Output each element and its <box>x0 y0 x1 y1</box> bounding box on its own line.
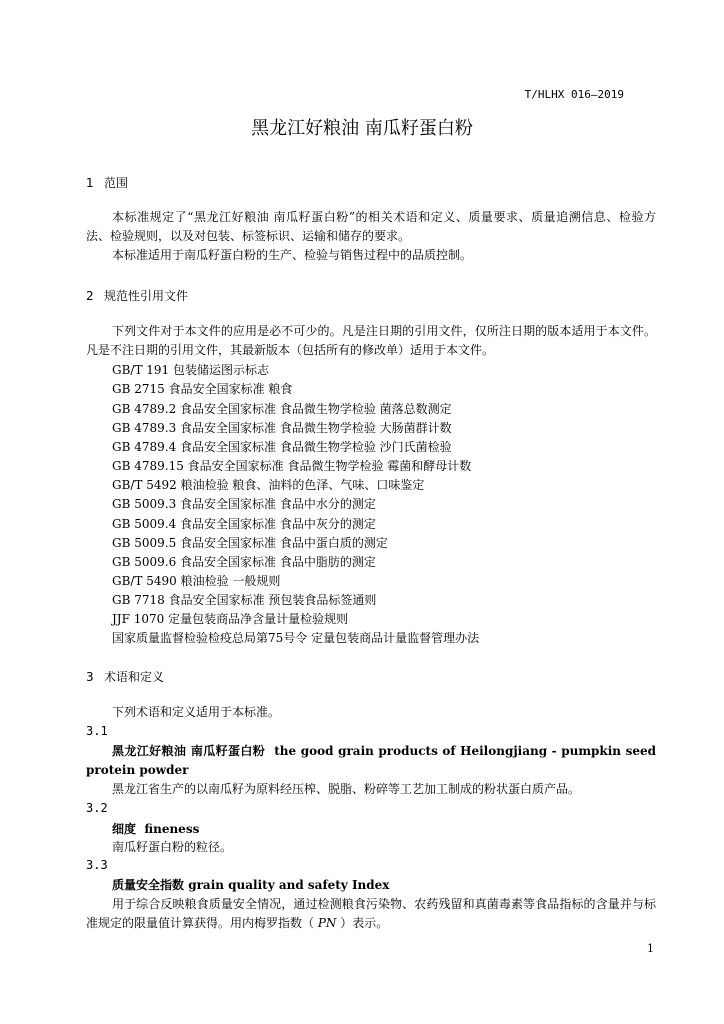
section-2-heading <box>86 287 188 304</box>
term-english: grain quality and safety Index <box>188 878 390 892</box>
standard-code: T/HLHX 016—2019 <box>524 88 624 101</box>
section-3-intro: 下列术语和定义适用于本标准。 <box>112 705 281 719</box>
term-number: 3.1 <box>86 724 108 738</box>
section-number: 2 <box>86 289 94 303</box>
reference-item: GB 7718 食品安全国家标准 预包装食品标签通则 <box>112 593 377 607</box>
pn-symbol: PN <box>317 916 337 930</box>
term-english: fineness <box>144 822 200 836</box>
section-2-intro: 下列文件对于本文件的应用是必不可少的。凡是注日期的引用文件，仅所注日期的版本适用于本文件。凡是不注日期的引用文件，其最新版本（包括所有的修改单）适用于本文件。 <box>86 324 656 357</box>
reference-item: GB/T 5490 粮油检验 一般规则 <box>112 574 281 588</box>
section-1-paragraph-1: 本标准规定了“黑龙江好粮油 南瓜籽蛋白粉”的相关术语和定义、质量要求、质量追溯信息、检验方法、检验规则，以及对包装、标签标识、运输和储存的要求。 <box>86 210 656 243</box>
term-title <box>86 742 656 780</box>
term-chinese: 质量安全指数 <box>112 878 185 892</box>
term-title <box>86 820 656 839</box>
term-definition: 南瓜籽蛋白粉的粒径。 <box>112 840 233 854</box>
term-english: the good grain products of Heilongjiang - pumpkin seed protein powder <box>86 744 657 777</box>
reference-item: GB 4789.3 食品安全国家标准 食品微生物学检验 大肠菌群计数 <box>112 421 452 435</box>
section-title: 范围 <box>104 176 129 190</box>
section-3-heading <box>86 668 164 685</box>
reference-item: GB 5009.4 食品安全国家标准 食品中灰分的测定 <box>112 517 376 531</box>
reference-item: GB 2715 食品安全国家标准 粮食 <box>112 382 293 396</box>
definition-text: 用于综合反映粮食质量安全情况，通过检测粮食污染物、农药残留和真菌毒素等食品指标的含量并与标准规定的限量值计算获得。用内梅罗指数（ <box>86 897 656 930</box>
reference-item: JJF 1070 定量包装商品净含量计量检验规则 <box>112 612 349 626</box>
reference-item: GB 4789.2 食品安全国家标准 食品微生物学检验 菌落总数测定 <box>112 402 452 416</box>
term-definition <box>86 895 656 933</box>
reference-item: GB 5009.5 食品安全国家标准 食品中蛋白质的测定 <box>112 536 388 550</box>
reference-item: 国家质量监督检验检疫总局第75号令 定量包装商品计量监督管理办法 <box>112 631 480 645</box>
page-title: 黑龙江好粮油 南瓜籽蛋白粉 <box>251 118 473 139</box>
reference-item: GB/T 5492 粮油检验 粮食、油料的色泽、气味、口味鉴定 <box>112 478 425 492</box>
section-title: 术语和定义 <box>104 670 165 684</box>
section-1-heading <box>86 174 128 191</box>
term-number: 3.2 <box>86 801 108 815</box>
term-chinese: 黑龙江好粮油 南瓜籽蛋白粉 <box>112 744 266 758</box>
reference-item: GB 5009.3 食品安全国家标准 食品中水分的测定 <box>112 497 376 511</box>
term-definition: 黑龙江省生产的以南瓜籽为原料经压榨、脱脂、粉碎等工艺加工制成的粉状蛋白质产品。 <box>112 782 581 796</box>
term-chinese: 细度 <box>112 822 137 836</box>
term-title <box>86 876 656 895</box>
term-number: 3.3 <box>86 858 108 872</box>
reference-item: GB 4789.4 食品安全国家标准 食品微生物学检验 沙门氏菌检验 <box>112 440 452 454</box>
section-number: 1 <box>86 176 94 190</box>
reference-item: GB 4789.15 食品安全国家标准 食品微生物学检验 霉菌和酵母计数 <box>112 459 472 473</box>
reference-item: GB 5009.6 食品安全国家标准 食品中脂肪的测定 <box>112 555 376 569</box>
page-number: 1 <box>647 942 654 955</box>
section-title: 规范性引用文件 <box>104 289 189 303</box>
reference-item: GB/T 191 包装储运图示标志 <box>112 363 269 377</box>
definition-text: ）表示。 <box>340 916 389 930</box>
section-1-paragraph-2: 本标准适用于南瓜籽蛋白粉的生产、检验与销售过程中的品质控制。 <box>112 248 473 262</box>
section-number: 3 <box>86 670 94 684</box>
